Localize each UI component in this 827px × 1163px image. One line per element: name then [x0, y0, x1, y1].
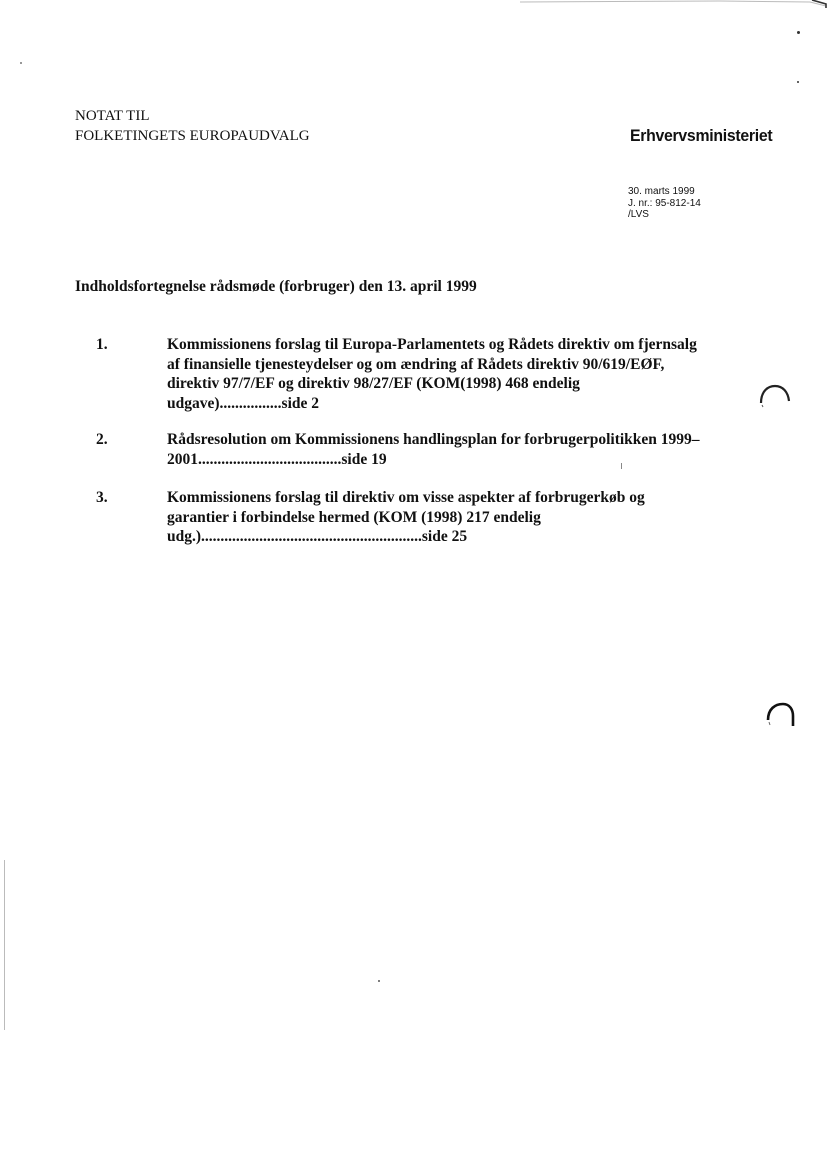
item-text	[167, 335, 757, 413]
scan-speck	[797, 31, 800, 34]
item-line: Rådsresolution om Kommissionens handlingsplan for forbrugerpolitikken 1999–	[167, 431, 700, 448]
recipient-line-1: NOTAT TIL	[75, 108, 150, 124]
recipient-line-2: FOLKETINGETS EUROPAUDVALG	[75, 128, 310, 144]
scan-speck	[378, 980, 380, 982]
item-text	[167, 430, 757, 469]
item-line: direktiv 97/7/EF og direktiv 98/27/EF (KOM(1998) 468 endelig	[167, 375, 580, 392]
item-text	[167, 488, 757, 547]
punch-hole-mark	[758, 383, 792, 411]
recipient-block	[75, 106, 310, 146]
item-line: udg.).........................................................side 25	[167, 528, 468, 545]
author-initials: /LVS	[628, 209, 649, 220]
scan-speck	[20, 62, 22, 64]
item-number: 3.	[96, 489, 108, 506]
item-line: garantier i forbindelse hermed (KOM (1998) 217 endelig	[167, 508, 541, 526]
item-line: udgave)................side 2	[167, 394, 319, 412]
document-meta	[628, 186, 701, 221]
page-title: Indholdsfortegnelse rådsmøde (forbruger) den 13. april 1999	[75, 278, 477, 295]
scan-speck	[621, 463, 622, 469]
scan-speck	[797, 81, 799, 83]
document-date: 30. marts 1999	[628, 186, 695, 197]
item-line: af finansielle tjenesteydelser og om ændring af Rådets direktiv 90/619/EØF,	[167, 355, 665, 373]
punch-hole-mark	[764, 698, 798, 732]
journal-number: J. nr.: 95-812-14	[628, 197, 701, 209]
scan-edge-line	[4, 860, 5, 1030]
ministry-name: Erhvervsministeriet	[630, 126, 773, 145]
item-line: Kommissionens forslag til Europa-Parlamentets og Rådets direktiv om fjernsalg	[167, 336, 697, 353]
item-number: 1.	[96, 336, 108, 353]
item-line: Kommissionens forslag til direktiv om visse aspekter af forbrugerkøb og	[167, 489, 645, 506]
scan-edge-mark	[520, 0, 827, 12]
item-number: 2.	[96, 431, 108, 448]
item-line: 2001.....................................side 19	[167, 450, 387, 468]
